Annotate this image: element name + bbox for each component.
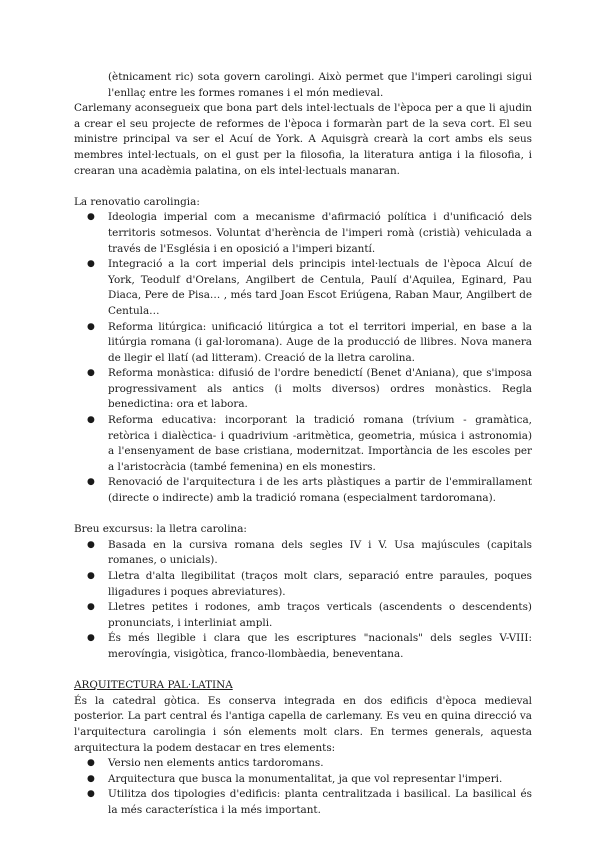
intro-paragraph: Carlemany aconsegueix que bona part dels intel·lectuals de l'època per a que li ajudin a crear el seu projecte de reformes de l'època i formaràn part de la seva cort. El seu ministre principal va ser el Acuí de York. A Aquisgrà crearà la cort ambs els seus membres intel·lectuals, on el gust per la filosofia, la literatura antiga i la filosofia, i crearan una acadèmia palatina, on els intel·lectuals manaran. (74, 102, 532, 177)
bullet-icon: ● (87, 321, 95, 332)
list-item: ● Lletres petites i rodones, amb traços verticals (ascendents o descendents) pronunciats, i interliniat ampli. (87, 601, 532, 629)
list-item: ● Versio nen elements antics tardoromans. (74, 756, 532, 772)
list-item: ● Lletra d'alta llegibilitat (traços molt clars, separació entre paraules, poques lligadures i poques abreviatures). (87, 570, 532, 598)
bullet-icon: ● (87, 789, 95, 800)
bullet-icon: ● (87, 758, 95, 769)
bullet-icon: ● (87, 415, 95, 426)
bullet-icon: ● (87, 773, 95, 784)
list-item: ● Basada en la cursiva romana dels segles IV i V. Usa majúscules (capitals romanes, o unicials). (87, 538, 532, 567)
list-item: ● Integració a la cort imperial dels principis intel·lectuals de l'època Alcuí de York, Teodulf d'Orelans, Angilbert de Centula, Paulí d'Aquilea, Eginard, Pau Diaca, Pere de Pisa… , més tard Joan Escot Eriúgena, Raban Maur, Angilbert de Centula… (87, 258, 532, 317)
arquitectura-heading: ARQUITECTURA PAL·LATINA (74, 679, 233, 692)
continuation-paragraph: (ètnicament ric) sota govern carolingi. Això permet que l'imperi carolingi sigui l'enllaç entre les formes romanes i el món medieval. (108, 71, 532, 99)
renovatio-heading: La renovatio carolingia: (74, 195, 200, 208)
list-item: ● Arquitectura que busca la monumentalitat, ja que vol representar l'imperi. (74, 772, 532, 788)
list-item: ● És més llegible i clara que les escriptures "nacionals" dels segles V-VIII: merovíngia, visigòtica, franco-llombàedia, beneventana. (87, 632, 532, 660)
list-item: ● Reforma litúrgica: unificació litúrgica a tot el territori imperial, en base a la litúrgia romana (i gal·loromana). Auge de la producció de llibres. Nova manera de llegir el llatí (ad litteram). Creació de la lletra carolina. (87, 320, 532, 364)
list-item: ● Reforma educativa: incorporant la tradició romana (trívium - gramàtica, retòrica i dialèctica- i quadrivium -aritmètica, geometria, música i astronomia) a l'ensenyament de base cristiana, modernitzat. Importància de les escoles per a l'aristocràcia (també femenina) en els monestirs. (87, 414, 532, 473)
list-item: ● Renovació de l'arquitectura i de les arts plàstiques a partir de l'emmirallament (directe o indirecte) amb la tradició romana (especialment tardoromana). (87, 476, 532, 505)
bullet-icon: ● (87, 602, 95, 613)
arquitectura-list (74, 756, 532, 818)
carolina-list (74, 538, 532, 663)
bullet-icon: ● (87, 571, 95, 581)
list-item: ● Utilitza dos tipologies d'edificis: planta centralitzada i basilical. La basilical és la més característica i la més important. (87, 788, 532, 816)
bullet-icon: ● (87, 259, 95, 270)
bullet-icon: ● (87, 368, 95, 379)
bullet-icon: ● (87, 477, 95, 488)
arquitectura-paragraph: És la catedral gòtica. Es conserva integrada en dos edificis d'època medieval posterior. La part central és l'antiga capella de carlemany. Es veu en quina direcció va l'arquitectura carolingia i són elements molt clars. En termes generals, aquesta arquitectura la podem destacar en tres elements: (74, 694, 532, 754)
bullet-icon: ● (87, 539, 95, 550)
renovatio-list (74, 210, 532, 506)
carolina-heading: Breu excursus: la lletra carolina: (74, 523, 247, 536)
list-item: ● Reforma monàstica: difusió de l'ordre benedictí (Benet d'Aniana), que s'imposa progressivament als antics (i molts diversos) ordres monàstics. Regla benedictina: ora et labora. (87, 367, 532, 411)
bullet-icon: ● (87, 212, 95, 223)
document-page (74, 70, 532, 819)
bullet-icon: ● (87, 633, 95, 644)
list-item: ● Ideologia imperial com a mecanisme d'afirmació política i d'unificació dels territoris sotmesos. Voluntat d'herència de l'imperi romà (cristià) vehiculada a través de l'Església i en oposició a l'imperi bizantí. (87, 211, 532, 255)
